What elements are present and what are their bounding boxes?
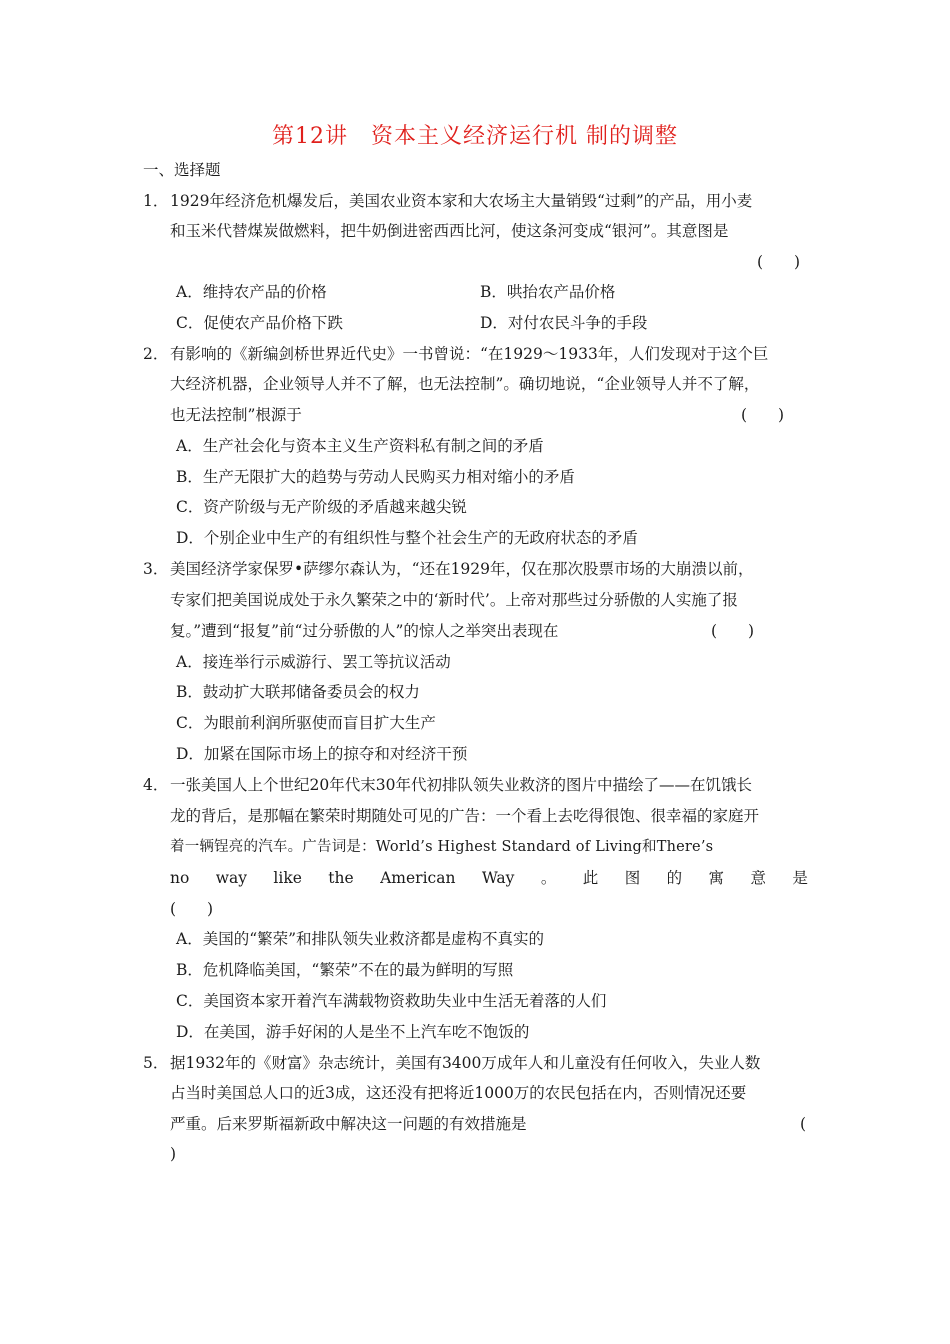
justified-token: 寓 (708, 869, 725, 887)
justified-token: Way (481, 869, 515, 887)
option-c: C．美国资本家开着汽车满载物资救助失业中生活无着落的人们 (176, 992, 607, 1010)
option-b: B．生产无限扩大的趋势与劳动人民购买力相对缩小的矛盾 (176, 468, 575, 486)
option-b: B．危机降临美国，“繁荣”不在的最为鲜明的写照 (176, 961, 514, 979)
question-text-line: 龙的背后，是那幅在繁荣时期随处可见的广告：一个看上去吃得很饱、很幸福的家庭开 (170, 807, 760, 825)
option-a: A．接连举行示威游行、罢工等抗议活动 (176, 653, 451, 671)
answer-parentheses: ( ) (170, 900, 214, 918)
option-d: D．在美国，游手好闲的人是坐不上汽车吃不饱饭的 (176, 1023, 530, 1041)
justified-token: 图 (624, 869, 641, 887)
option-d: D．个别企业中生产的有组织性与整个社会生产的无政府状态的矛盾 (176, 529, 638, 547)
justified-token: 意 (750, 869, 766, 887)
question-text-line: 1929年经济危机爆发后，美国农业资本家和大农场主大量销毁“过剩”的产品，用小麦 (170, 192, 753, 210)
question-text-line: 着一辆锃亮的汽车。广告词是：World’s Highest Standard of Living和There’s (170, 839, 714, 855)
justified-token: way (215, 869, 247, 887)
question-text-line: 据1932年的《财富》杂志统计，美国有3400万成年人和儿童没有任何收入，失业人数 (170, 1054, 761, 1072)
option-d: D．加紧在国际市场上的掠夺和对经济干预 (176, 745, 468, 763)
question-text-line: 有影响的《新编剑桥世界近代史》一书曾说：“在1929～1933年，人们发现对于这个巨 (170, 345, 769, 363)
justified-token: 。 (540, 869, 557, 887)
question-text-line: 也无法控制”根源于 (170, 406, 302, 424)
question-number: 4． (143, 776, 169, 794)
option-d: D．对付农民斗争的手段 (480, 314, 648, 332)
question-number: 1． (143, 192, 169, 210)
justified-token: the (328, 869, 354, 887)
option-c: C．为眼前利润所驱使而盲目扩大生产 (176, 714, 436, 732)
question-text-line: 美国经济学家保罗•萨缪尔森认为，“还在1929年，仅在那次股票市场的大崩溃以前， (170, 560, 754, 578)
question-text-line: 占当时美国总人口的近3成，这还没有把将近1000万的农民包括在内，否则情况还要 (170, 1084, 747, 1102)
justified-token: no (170, 869, 190, 887)
question-number: 2． (143, 345, 169, 363)
justified-token: 的 (666, 869, 683, 887)
question-text-line-justified (170, 866, 808, 890)
answer-parenthesis-open: ( (800, 1115, 807, 1133)
option-a: A．维持农产品的价格 (176, 283, 327, 301)
question-text-line: 大经济机器，企业领导人并不了解，也无法控制”。确切地说，“企业领导人并不了解， (170, 375, 760, 393)
justified-token: American (380, 869, 456, 887)
answer-parentheses: ( ) (757, 253, 801, 271)
document-title: 第12讲 资本主义经济运行机 制的调整 (272, 124, 678, 149)
option-c: C．资产阶级与无产阶级的矛盾越来越尖锐 (176, 498, 467, 516)
question-number: 3． (143, 560, 169, 578)
justified-token: 此 (582, 869, 599, 887)
section-heading: 一、选择题 (143, 161, 221, 179)
question-text-line: 严重。后来罗斯福新政中解决这一问题的有效措施是 (170, 1115, 527, 1133)
question-text-line: 专家们把美国说成处于永久繁荣之中的‘新时代’。上帝对那些过分骄傲的人实施了报 (170, 591, 738, 609)
answer-parentheses: ( ) (741, 406, 785, 424)
question-text-line: 和玉米代替煤炭做燃料，把牛奶倒进密西西比河，使这条河变成“银河”。其意图是 (170, 222, 729, 240)
question-text-line: 一张美国人上个世纪20年代末30年代初排队领失业救济的图片中描绘了——在饥饿长 (170, 776, 752, 794)
option-a: A．美国的“繁荣”和排队领失业救济都是虚构不真实的 (176, 930, 545, 948)
question-text-line: 复。”遭到“报复”前“过分骄傲的人”的惊人之举突出表现在 (170, 622, 559, 640)
option-b: B．鼓动扩大联邦储备委员会的权力 (176, 683, 420, 701)
option-a: A．生产社会化与资本主义生产资料私有制之间的矛盾 (176, 437, 544, 455)
option-b: B．哄抬农产品价格 (480, 283, 616, 301)
justified-token: like (273, 869, 302, 887)
option-c: C．促使农产品价格下跌 (176, 314, 343, 332)
answer-parenthesis-close: ) (170, 1145, 177, 1163)
justified-token: 是 (792, 869, 808, 887)
answer-parentheses: ( ) (711, 622, 755, 640)
question-number: 5． (143, 1054, 169, 1072)
